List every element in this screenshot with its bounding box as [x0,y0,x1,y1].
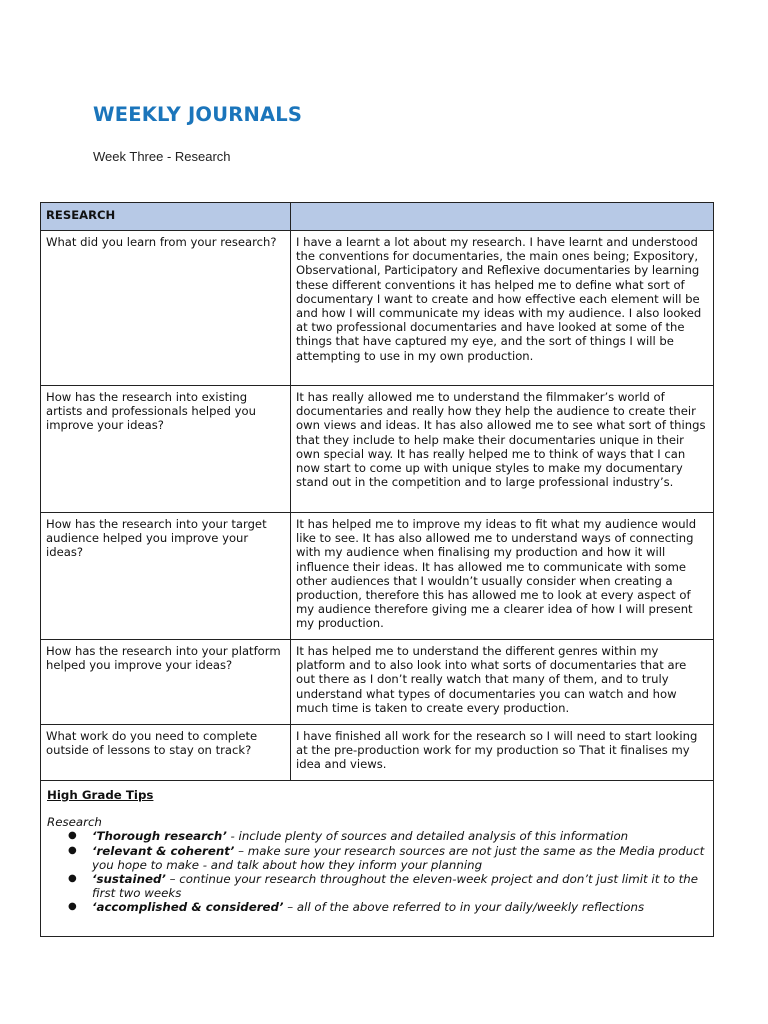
table-row [41,231,714,386]
bullet-icon: ● [68,901,77,913]
answer-cell: It has really allowed me to understand the filmmaker’s world of documentaries and really how they help the audience to create their own views and ideas. It has also allowed me to see what sort of things that they include to help make their documentaries unique in their own special way. It has really helped me to think of ways that I can now start to come up with unique styles to make my documentary stand out in the competition and to large professional industry’s. [291,386,714,513]
tips-list [47,829,707,914]
question-cell: What work do you need to complete outside of lessons to stay on track? [41,725,291,781]
list-item: ● ‘accomplished & considered’ – all of the above referred to in your daily/weekly reflections [68,900,645,915]
tips-cell [41,781,714,937]
answer-cell: I have a learnt a lot about my research. I have learnt and understood the conventions for documentaries, the main ones being; Expository, Observational, Participatory and Reflexive documentaries by learning these different conventions it has helped me to define what sort of documentary I want to create and how effective each element will be and how I will communicate my ideas with my audience. I also looked at two professional documentaries and have looked at some of the things that have captured my eye, and the sort of things I will be attempting to use in my own production. [291,231,714,386]
answer-cell: It has helped me to understand the different genres within my platform and to also look into what sorts of documentaries that are out there as I don’t really watch that many of them, and to truly understand what types of documentaries you can watch and how much time is taken to create every production. [291,640,714,725]
table-row [41,640,714,725]
answer-cell: It has helped me to improve my ideas to fit what my audience would like to see. It has also allowed me to understand ways of connecting with my audience when finalising my production and how it will influence their ideas. It has allowed me to communicate with some other audiences that I wouldn’t usually consider when creating a production, therefore this has allowed me to look at every aspect of my audience therefore giving me a clearer idea of how I will present my production. [291,513,714,640]
tips-subheading: Research [47,815,102,830]
research-table [40,202,714,937]
page-title: WEEKLY JOURNALS [93,103,303,126]
list-item: ● ‘Thorough research’ - include plenty of sources and detailed analysis of this information [68,829,629,844]
page-subtitle: Week Three - Research [93,149,231,164]
tips-title: High Grade Tips [47,788,154,802]
bullet-icon: ● [68,873,77,885]
question-cell: What did you learn from your research? [41,231,291,386]
table-header-row [41,203,714,231]
table-row [41,386,714,513]
bullet-icon: ● [68,844,77,856]
answer-cell: I have finished all work for the research so I will need to start looking at the pre-production work for my production so That it finalises my idea and views. [291,725,714,781]
question-cell: How has the research into your platform helped you improve your ideas? [41,640,291,725]
tips-row [41,781,714,937]
list-item: ● ‘sustained’ – continue your research throughout the eleven-week project and don’t just limit it to the first two weeks [68,872,699,901]
table-row [41,725,714,781]
list-item: ● ‘relevant & coherent’ – make sure your research sources are not just the same as the Media product you hope to make - and talk about how they inform your planning [68,843,705,872]
table-row [41,513,714,640]
bullet-icon: ● [68,830,77,842]
header-cell-empty [291,203,714,231]
header-cell-research: RESEARCH [41,203,291,231]
question-cell: How has the research into existing artists and professionals helped you improve your ideas? [41,386,291,513]
question-cell: How has the research into your target audience helped you improve your ideas? [41,513,291,640]
